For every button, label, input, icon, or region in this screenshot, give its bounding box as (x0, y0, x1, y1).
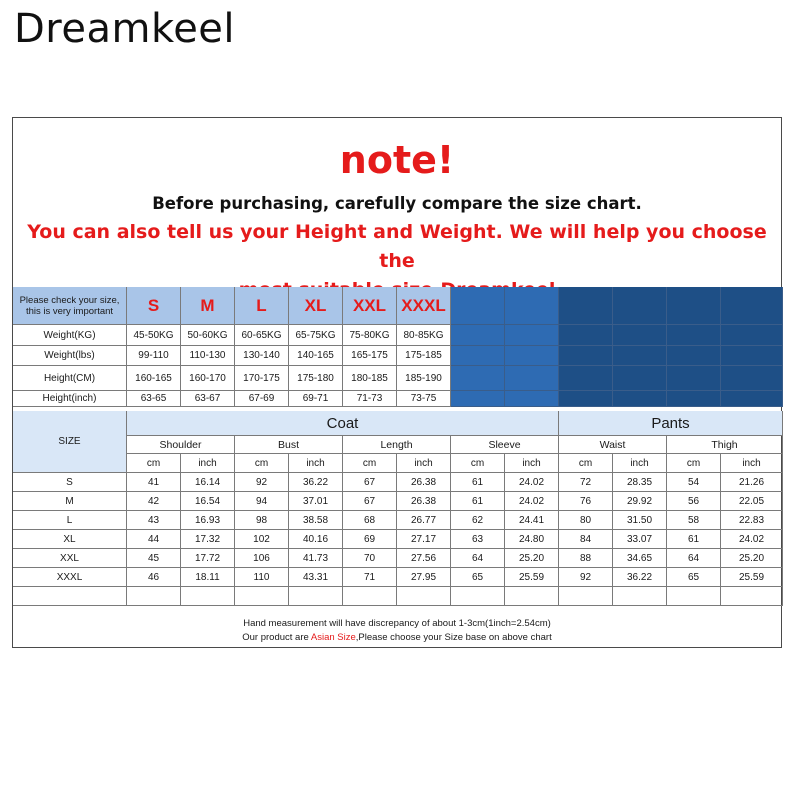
blue-swatch-0-5 (721, 325, 783, 346)
measure-label-3: Height(inch) (13, 391, 127, 407)
measure-cell-5-4: 71 (343, 568, 397, 587)
size-header-2: L (235, 287, 289, 325)
blue-swatch-0-4 (667, 325, 721, 346)
blue-swatch-header-2 (559, 287, 613, 325)
empty-cell-10 (667, 587, 721, 606)
measure-value-2-1: 160-170 (181, 366, 235, 391)
unit-header-7: inch (505, 454, 559, 473)
note-line1: Before purchasing, carefully compare the size chart. (152, 194, 642, 213)
measure-cell-2-3: 38.58 (289, 511, 343, 530)
measure-cell-5-8: 92 (559, 568, 613, 587)
coat-header: Coat (127, 411, 559, 436)
measure-value-2-2: 170-175 (235, 366, 289, 391)
measure-cell-3-10: 61 (667, 530, 721, 549)
measure-cell-0-1: 16.14 (181, 473, 235, 492)
unit-header-4: cm (343, 454, 397, 473)
measure-cell-1-9: 29.92 (613, 492, 667, 511)
measure-cell-1-10: 56 (667, 492, 721, 511)
size-header-5: XXXL (397, 287, 451, 325)
measure-cell-5-11: 25.59 (721, 568, 783, 587)
measure-cell-0-2: 92 (235, 473, 289, 492)
measure-value-1-3: 140-165 (289, 346, 343, 366)
measure-cell-3-5: 27.17 (397, 530, 451, 549)
group-header-5: Thigh (667, 436, 783, 454)
measure-cell-1-2: 94 (235, 492, 289, 511)
size-row-label-5: XXXL (13, 568, 127, 587)
blue-swatch-2-2 (559, 366, 613, 391)
measure-value-2-3: 175-180 (289, 366, 343, 391)
blue-swatch-2-4 (667, 366, 721, 391)
measure-cell-3-9: 33.07 (613, 530, 667, 549)
size-header-4: XXL (343, 287, 397, 325)
measure-value-0-0: 45-50KG (127, 325, 181, 346)
unit-header-6: cm (451, 454, 505, 473)
empty-cell-1 (181, 587, 235, 606)
unit-header-3: inch (289, 454, 343, 473)
measure-label-1: Weight(lbs) (13, 346, 127, 366)
measure-value-3-1: 63-67 (181, 391, 235, 407)
footer-line2-post: ,Please choose your Size base on above chart (355, 632, 552, 643)
measure-cell-1-0: 42 (127, 492, 181, 511)
blue-swatch-header-5 (721, 287, 783, 325)
measure-cell-3-4: 69 (343, 530, 397, 549)
measure-cell-2-4: 68 (343, 511, 397, 530)
blue-swatch-header-0 (451, 287, 505, 325)
empty-cell-3 (289, 587, 343, 606)
measure-cell-0-11: 21.26 (721, 473, 783, 492)
footer-line2-pre: Our product are (242, 632, 311, 643)
blue-swatch-1-5 (721, 346, 783, 366)
measure-value-3-4: 71-73 (343, 391, 397, 407)
measure-value-1-4: 165-175 (343, 346, 397, 366)
size-row-label-4: XXL (13, 549, 127, 568)
blue-swatch-2-3 (613, 366, 667, 391)
blue-swatch-0-2 (559, 325, 613, 346)
measure-cell-2-5: 26.77 (397, 511, 451, 530)
empty-cell-8 (559, 587, 613, 606)
measure-cell-2-7: 24.41 (505, 511, 559, 530)
measure-value-3-0: 63-65 (127, 391, 181, 407)
size-check-header: Please check your size, this is very important (13, 287, 127, 325)
measure-cell-0-9: 28.35 (613, 473, 667, 492)
measure-cell-2-10: 58 (667, 511, 721, 530)
group-header-4: Waist (559, 436, 667, 454)
size-row-label-3: XL (13, 530, 127, 549)
measure-cell-1-4: 67 (343, 492, 397, 511)
unit-header-9: inch (613, 454, 667, 473)
measure-cell-4-11: 25.20 (721, 549, 783, 568)
unit-header-8: cm (559, 454, 613, 473)
measure-cell-1-11: 22.05 (721, 492, 783, 511)
measure-cell-0-6: 61 (451, 473, 505, 492)
measure-value-3-2: 67-69 (235, 391, 289, 407)
measure-value-3-5: 73-75 (397, 391, 451, 407)
blue-swatch-header-4 (667, 287, 721, 325)
blue-swatch-header-3 (613, 287, 667, 325)
measure-cell-1-6: 61 (451, 492, 505, 511)
note-line2a: You can also tell us your Height and Weight. We will help you choose the (27, 221, 767, 272)
size-column-header: SIZE (13, 411, 127, 473)
size-header-0: S (127, 287, 181, 325)
measure-cell-1-8: 76 (559, 492, 613, 511)
measure-cell-4-8: 88 (559, 549, 613, 568)
measure-cell-0-0: 41 (127, 473, 181, 492)
measure-value-2-5: 185-190 (397, 366, 451, 391)
measure-value-1-2: 130-140 (235, 346, 289, 366)
measure-cell-2-9: 31.50 (613, 511, 667, 530)
measure-cell-4-5: 27.56 (397, 549, 451, 568)
blue-swatch-3-3 (613, 391, 667, 407)
measure-cell-0-7: 24.02 (505, 473, 559, 492)
measure-value-1-0: 99-110 (127, 346, 181, 366)
blue-swatch-1-4 (667, 346, 721, 366)
blue-swatch-1-2 (559, 346, 613, 366)
measure-cell-4-10: 64 (667, 549, 721, 568)
blue-swatch-0-1 (505, 325, 559, 346)
measure-value-1-5: 175-185 (397, 346, 451, 366)
size-header-3: XL (289, 287, 343, 325)
unit-header-11: inch (721, 454, 783, 473)
measure-cell-4-3: 41.73 (289, 549, 343, 568)
measure-label-2: Height(CM) (13, 366, 127, 391)
unit-header-2: cm (235, 454, 289, 473)
measure-cell-4-4: 70 (343, 549, 397, 568)
footer-line1: Hand measurement will have discrepancy of about 1-3cm(1inch=2.54cm) (243, 618, 551, 629)
measure-cell-3-7: 24.80 (505, 530, 559, 549)
size-row-label-0: S (13, 473, 127, 492)
blue-swatch-header-1 (505, 287, 559, 325)
measure-cell-5-5: 27.95 (397, 568, 451, 587)
blue-swatch-0-3 (613, 325, 667, 346)
measure-cell-3-3: 40.16 (289, 530, 343, 549)
blue-swatch-1-3 (613, 346, 667, 366)
measure-cell-4-1: 17.72 (181, 549, 235, 568)
group-header-3: Sleeve (451, 436, 559, 454)
empty-cell-2 (235, 587, 289, 606)
size-header-1: M (181, 287, 235, 325)
measure-value-2-0: 160-165 (127, 366, 181, 391)
measure-cell-4-0: 45 (127, 549, 181, 568)
blue-swatch-0-0 (451, 325, 505, 346)
measure-value-2-4: 180-185 (343, 366, 397, 391)
unit-header-0: cm (127, 454, 181, 473)
group-header-2: Length (343, 436, 451, 454)
measure-cell-4-2: 106 (235, 549, 289, 568)
empty-cell-4 (343, 587, 397, 606)
measure-cell-5-1: 18.11 (181, 568, 235, 587)
measure-label-0: Weight(KG) (13, 325, 127, 346)
empty-cell-6 (451, 587, 505, 606)
measure-cell-5-7: 25.59 (505, 568, 559, 587)
footer-line2 (13, 632, 781, 643)
measure-cell-4-6: 64 (451, 549, 505, 568)
empty-cell-11 (721, 587, 783, 606)
blue-swatch-3-1 (505, 391, 559, 407)
empty-row-label (13, 587, 127, 606)
empty-cell-0 (127, 587, 181, 606)
measure-cell-0-10: 54 (667, 473, 721, 492)
footer-asian-size: Asian Size (310, 632, 356, 643)
measure-value-3-3: 69-71 (289, 391, 343, 407)
measure-cell-5-10: 65 (667, 568, 721, 587)
blue-swatch-2-1 (505, 366, 559, 391)
unit-header-10: cm (667, 454, 721, 473)
measure-cell-3-0: 44 (127, 530, 181, 549)
measure-cell-3-8: 84 (559, 530, 613, 549)
empty-cell-7 (505, 587, 559, 606)
measure-cell-0-8: 72 (559, 473, 613, 492)
blue-swatch-3-4 (667, 391, 721, 407)
measure-cell-5-6: 65 (451, 568, 505, 587)
measure-cell-3-1: 17.32 (181, 530, 235, 549)
pants-header: Pants (559, 411, 783, 436)
measure-value-0-1: 50-60KG (181, 325, 235, 346)
measure-cell-2-8: 80 (559, 511, 613, 530)
measure-cell-0-5: 26.38 (397, 473, 451, 492)
blue-swatch-3-2 (559, 391, 613, 407)
blue-swatch-2-5 (721, 366, 783, 391)
measure-cell-0-3: 36.22 (289, 473, 343, 492)
measure-cell-1-3: 37.01 (289, 492, 343, 511)
measure-cell-2-2: 98 (235, 511, 289, 530)
measure-cell-5-0: 46 (127, 568, 181, 587)
empty-cell-9 (613, 587, 667, 606)
measure-cell-1-7: 24.02 (505, 492, 559, 511)
size-row-label-2: L (13, 511, 127, 530)
measure-cell-2-6: 62 (451, 511, 505, 530)
measure-value-0-3: 65-75KG (289, 325, 343, 346)
size-chart-frame (12, 117, 782, 648)
group-header-1: Bust (235, 436, 343, 454)
measure-value-0-4: 75-80KG (343, 325, 397, 346)
measure-cell-3-6: 63 (451, 530, 505, 549)
measure-cell-2-1: 16.93 (181, 511, 235, 530)
measure-value-0-5: 80-85KG (397, 325, 451, 346)
measure-cell-1-5: 26.38 (397, 492, 451, 511)
measure-cell-1-1: 16.54 (181, 492, 235, 511)
measure-cell-4-7: 25.20 (505, 549, 559, 568)
empty-cell-5 (397, 587, 451, 606)
brand-logo: Dreamkeel (14, 6, 236, 52)
blue-swatch-2-0 (451, 366, 505, 391)
measure-cell-3-2: 102 (235, 530, 289, 549)
note-title: note! (339, 138, 455, 182)
blue-swatch-1-1 (505, 346, 559, 366)
measure-value-1-1: 110-130 (181, 346, 235, 366)
unit-header-1: inch (181, 454, 235, 473)
blue-swatch-3-5 (721, 391, 783, 407)
group-header-0: Shoulder (127, 436, 235, 454)
measure-cell-5-3: 43.31 (289, 568, 343, 587)
measure-cell-4-9: 34.65 (613, 549, 667, 568)
measure-cell-5-9: 36.22 (613, 568, 667, 587)
blue-swatch-1-0 (451, 346, 505, 366)
measure-cell-0-4: 67 (343, 473, 397, 492)
blue-swatch-3-0 (451, 391, 505, 407)
measure-cell-3-11: 24.02 (721, 530, 783, 549)
unit-header-5: inch (397, 454, 451, 473)
measure-value-0-2: 60-65KG (235, 325, 289, 346)
size-row-label-1: M (13, 492, 127, 511)
measure-cell-5-2: 110 (235, 568, 289, 587)
measure-cell-2-0: 43 (127, 511, 181, 530)
measure-cell-2-11: 22.83 (721, 511, 783, 530)
